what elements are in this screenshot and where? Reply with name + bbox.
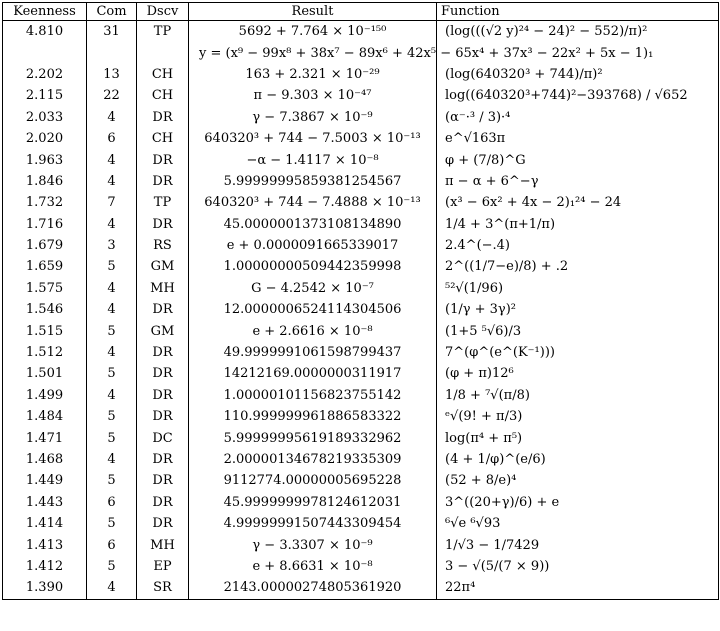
cell-keenness: 1.846 <box>3 171 87 192</box>
cell-keenness: 1.499 <box>3 385 87 406</box>
cell-function: (4 + 1/φ)^(e/6) <box>437 449 719 470</box>
cell-dscv: DR <box>137 385 189 406</box>
cell-result: 640320³ + 744 − 7.4888 × 10⁻¹³ <box>189 192 437 213</box>
cell-dscv: DR <box>137 171 189 192</box>
cell-function: 1/4 + 3^(π+1/π) <box>437 214 719 235</box>
cell-function: e^√163π <box>437 128 719 149</box>
cell-function: 3^((20+γ)/6) + e <box>437 492 719 513</box>
cell-function: log(π⁴ + π⁵) <box>437 427 719 448</box>
cell-com: 5 <box>87 513 137 534</box>
table-row <box>3 449 719 470</box>
cell-function: (1+5 ⁵√6)/3 <box>437 320 719 341</box>
cell-function: 3 − √(5/(7 × 9)) <box>437 556 719 577</box>
cell-keenness: 1.679 <box>3 235 87 256</box>
cell-com: 4 <box>87 577 137 599</box>
cell-function: (52 + 8/e)⁴ <box>437 470 719 491</box>
cell-keenness: 1.413 <box>3 534 87 555</box>
cell-dscv: DC <box>137 427 189 448</box>
table-row <box>3 299 719 320</box>
cell-dscv: TP <box>137 21 189 43</box>
cell-keenness: 2.115 <box>3 85 87 106</box>
table-row <box>3 534 719 555</box>
cell-function: 1/√3 − 1/7429 <box>437 534 719 555</box>
header-dscv: Dscv <box>137 3 189 21</box>
cell-com: 3 <box>87 235 137 256</box>
cell-result: e + 2.6616 × 10⁻⁸ <box>189 320 437 341</box>
cell-dscv: DR <box>137 299 189 320</box>
cell-com: 4 <box>87 149 137 170</box>
cell-result: γ − 3.3307 × 10⁻⁹ <box>189 534 437 555</box>
header-row <box>3 3 719 21</box>
cell-com: 4 <box>87 342 137 363</box>
cell-dscv: EP <box>137 556 189 577</box>
cell-keenness: 1.468 <box>3 449 87 470</box>
cell-keenness: 1.963 <box>3 149 87 170</box>
cell-result: G − 4.2542 × 10⁻⁷ <box>189 278 437 299</box>
table-row <box>3 235 719 256</box>
cell-result: 5.99999995619189332962 <box>189 427 437 448</box>
cell-com: 5 <box>87 363 137 384</box>
cell-com: 5 <box>87 556 137 577</box>
cell-dscv <box>137 42 189 63</box>
cell-dscv: SR <box>137 577 189 599</box>
cell-function: (α⁻·³ / 3)·⁴ <box>437 107 719 128</box>
cell-result: 1.00000000509442359998 <box>189 256 437 277</box>
cell-dscv: TP <box>137 192 189 213</box>
table-row <box>3 192 719 213</box>
cell-dscv: DR <box>137 107 189 128</box>
table-body <box>3 21 719 600</box>
cell-com: 6 <box>87 492 137 513</box>
table-row <box>3 171 719 192</box>
cell-result: 5.99999995859381254567 <box>189 171 437 192</box>
cell-com: 5 <box>87 320 137 341</box>
table-row <box>3 214 719 235</box>
cell-dscv: DR <box>137 214 189 235</box>
cell-function: log((640320³+744)²−393768) / √652 <box>437 85 719 106</box>
cell-keenness: 1.390 <box>3 577 87 599</box>
cell-result: 49.9999991061598799437 <box>189 342 437 363</box>
cell-result: 163 + 2.321 × 10⁻²⁹ <box>189 64 437 85</box>
cell-result: 2.00000134678219335309 <box>189 449 437 470</box>
cell-result: 45.9999999978124612031 <box>189 492 437 513</box>
cell-function: 2^((1/7−e)/8) + .2 <box>437 256 719 277</box>
cell-function: π − α + 6^−γ <box>437 171 719 192</box>
table-row <box>3 577 719 599</box>
cell-result: 9112774.00000005695228 <box>189 470 437 491</box>
cell-dscv: DR <box>137 342 189 363</box>
table-row <box>3 470 719 491</box>
cell-function: (φ + π)12⁶ <box>437 363 719 384</box>
cell-result: π − 9.303 × 10⁻⁴⁷ <box>189 85 437 106</box>
table-row <box>3 385 719 406</box>
cell-keenness: 1.501 <box>3 363 87 384</box>
cell-result: 14212169.0000000311917 <box>189 363 437 384</box>
cell-keenness: 2.020 <box>3 128 87 149</box>
cell-dscv: CH <box>137 64 189 85</box>
cell-result: 2143.00000274805361920 <box>189 577 437 599</box>
cell-function: 1/8 + ⁷√(π/8) <box>437 385 719 406</box>
cell-dscv: GM <box>137 256 189 277</box>
table-row <box>3 64 719 85</box>
cell-keenness: 4.810 <box>3 21 87 43</box>
cell-dscv: DR <box>137 149 189 170</box>
cell-result: 45.0000001373108134890 <box>189 214 437 235</box>
cell-dscv: CH <box>137 85 189 106</box>
cell-dscv: GM <box>137 320 189 341</box>
table-row <box>3 427 719 448</box>
cell-keenness: 1.515 <box>3 320 87 341</box>
cell-com: 13 <box>87 64 137 85</box>
header-function: Function <box>437 3 719 21</box>
cell-result: e + 8.6631 × 10⁻⁸ <box>189 556 437 577</box>
cell-com: 6 <box>87 534 137 555</box>
cell-function: ᵉ√(9! + π/3) <box>437 406 719 427</box>
cell-dscv: DR <box>137 492 189 513</box>
cell-result: −α − 1.4117 × 10⁻⁸ <box>189 149 437 170</box>
cell-function: ⁶√e ⁶√93 <box>437 513 719 534</box>
header-com: Com <box>87 3 137 21</box>
cell-keenness: 1.412 <box>3 556 87 577</box>
cell-com: 4 <box>87 385 137 406</box>
table-row <box>3 128 719 149</box>
table-row <box>3 42 719 63</box>
cell-function: 2.4^(−.4) <box>437 235 719 256</box>
cell-dscv: DR <box>137 513 189 534</box>
table-row <box>3 85 719 106</box>
cell-result: 12.0000006524114304506 <box>189 299 437 320</box>
cell-com: 4 <box>87 278 137 299</box>
cell-result: 1.00000101156823755142 <box>189 385 437 406</box>
header-keenness: Keenness <box>3 3 87 21</box>
cell-dscv: MH <box>137 278 189 299</box>
cell-com: 4 <box>87 449 137 470</box>
cell-com: 5 <box>87 256 137 277</box>
cell-result: 5692 + 7.764 × 10⁻¹⁵⁰ <box>189 21 437 43</box>
cell-keenness: 1.443 <box>3 492 87 513</box>
table-row <box>3 342 719 363</box>
cell-result: 4.99999991507443309454 <box>189 513 437 534</box>
cell-com: 4 <box>87 171 137 192</box>
results-table <box>2 2 719 600</box>
cell-dscv: DR <box>137 363 189 384</box>
cell-keenness: 1.414 <box>3 513 87 534</box>
cell-dscv: DR <box>137 470 189 491</box>
cell-result: 110.999999961886583322 <box>189 406 437 427</box>
cell-com: 31 <box>87 21 137 43</box>
cell-result: γ − 7.3867 × 10⁻⁹ <box>189 107 437 128</box>
table-row <box>3 278 719 299</box>
table-row <box>3 406 719 427</box>
cell-function: (log(640320³ + 744)/π)² <box>437 64 719 85</box>
cell-keenness: 1.732 <box>3 192 87 213</box>
cell-keenness: 1.546 <box>3 299 87 320</box>
cell-result: y = (x⁹ − 99x⁸ + 38x⁷ − 89x⁶ + 42x⁵ − 65x⁴ + 37x³ − 22x² + 5x − 1)₁ <box>189 42 437 63</box>
cell-function: (log(((√2 y)²⁴ − 24)² − 552)/π)² <box>437 21 719 43</box>
cell-function: (1/γ + 3γ)² <box>437 299 719 320</box>
cell-dscv: RS <box>137 235 189 256</box>
cell-com <box>87 42 137 63</box>
table-row <box>3 21 719 43</box>
cell-dscv: MH <box>137 534 189 555</box>
header-result: Result <box>189 3 437 21</box>
cell-com: 5 <box>87 427 137 448</box>
cell-result: e + 0.0000091665339017 <box>189 235 437 256</box>
cell-dscv: CH <box>137 128 189 149</box>
cell-dscv: DR <box>137 406 189 427</box>
cell-com: 5 <box>87 406 137 427</box>
cell-keenness: 1.512 <box>3 342 87 363</box>
cell-com: 6 <box>87 128 137 149</box>
cell-function: φ + (7/8)^G <box>437 149 719 170</box>
table-row <box>3 363 719 384</box>
table-row <box>3 320 719 341</box>
cell-keenness: 1.449 <box>3 470 87 491</box>
table-row <box>3 149 719 170</box>
table-row <box>3 556 719 577</box>
cell-keenness: 1.471 <box>3 427 87 448</box>
cell-com: 4 <box>87 299 137 320</box>
cell-keenness <box>3 42 87 63</box>
cell-com: 7 <box>87 192 137 213</box>
cell-com: 4 <box>87 107 137 128</box>
cell-keenness: 1.575 <box>3 278 87 299</box>
cell-keenness: 2.202 <box>3 64 87 85</box>
table-row <box>3 513 719 534</box>
cell-function: 7^(φ^(e^(K⁻¹))) <box>437 342 719 363</box>
cell-function: ⁵²√(1/96) <box>437 278 719 299</box>
cell-function: (x³ − 6x² + 4x − 2)₁²⁴ − 24 <box>437 192 719 213</box>
cell-keenness: 2.033 <box>3 107 87 128</box>
table-row <box>3 256 719 277</box>
cell-com: 22 <box>87 85 137 106</box>
cell-function: 22π⁴ <box>437 577 719 599</box>
cell-keenness: 1.484 <box>3 406 87 427</box>
cell-keenness: 1.716 <box>3 214 87 235</box>
cell-com: 4 <box>87 214 137 235</box>
cell-com: 5 <box>87 470 137 491</box>
table-row <box>3 107 719 128</box>
table-row <box>3 492 719 513</box>
cell-result: 640320³ + 744 − 7.5003 × 10⁻¹³ <box>189 128 437 149</box>
cell-keenness: 1.659 <box>3 256 87 277</box>
cell-dscv: DR <box>137 449 189 470</box>
